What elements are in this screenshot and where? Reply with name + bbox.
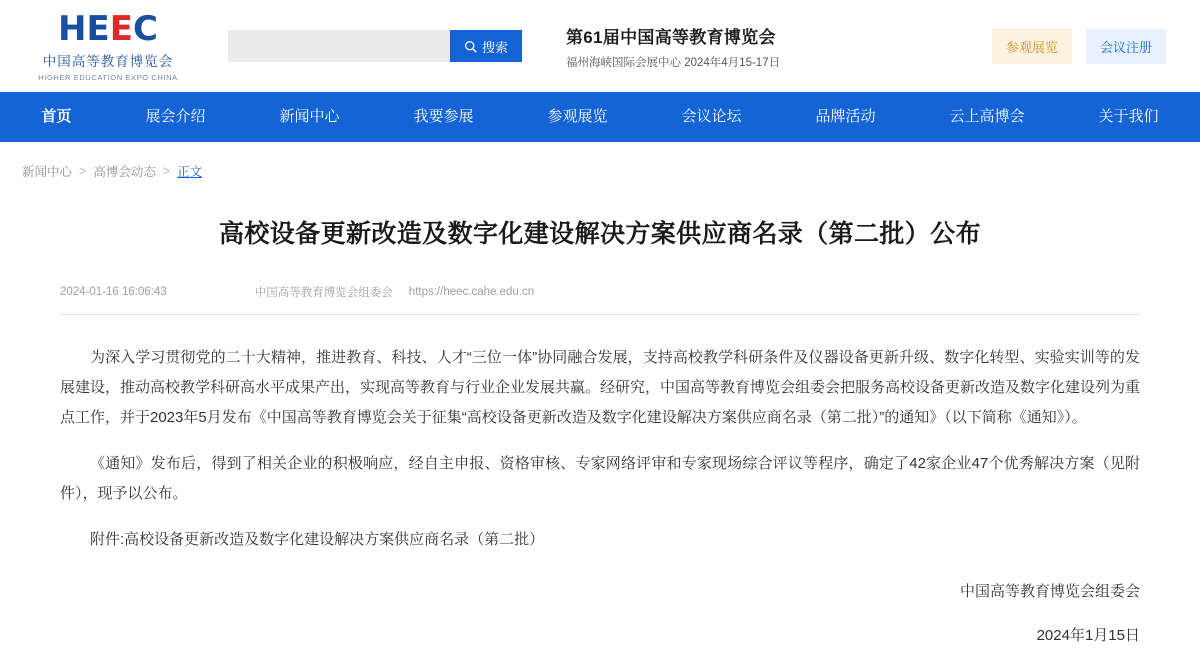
breadcrumb-item-current[interactable]: 正文 bbox=[177, 165, 203, 179]
breadcrumb-separator-1: > bbox=[79, 164, 87, 178]
search-bar bbox=[228, 30, 522, 62]
article-body bbox=[60, 343, 1140, 509]
search-icon bbox=[464, 40, 477, 53]
search-button[interactable] bbox=[450, 30, 522, 62]
main-nav bbox=[0, 92, 1200, 142]
breadcrumb-item-news-center[interactable]: 新闻中心 bbox=[22, 165, 73, 179]
article-signature: 中国高等教育博览会组委会 bbox=[959, 583, 1140, 600]
article-attachment[interactable]: 附件:高校设备更新改造及数字化建设解决方案供应商名录（第二批） bbox=[90, 531, 545, 548]
article-meta bbox=[60, 284, 1140, 315]
breadcrumb bbox=[0, 142, 1200, 180]
article-url: https://heec.cahe.edu.cn bbox=[408, 286, 535, 298]
article-signature-date: 2024年1月15日 bbox=[1036, 627, 1140, 644]
article-paragraph-1: 为深入学习贯彻党的二十大精神，推进教育、科技、人才“三位一体”协同融合发展，支持高校教学科研条件及仪器设备更新升级、数字化转型、实验实训等的发展建设，推动高校教学科研高水平成果产出，实现高等教育与行业企业发展共赢。经研究，中国高等教育博览会组委会把服务高校设备更新改造及数字化建设列为重点工作，并于2023年5月发布《中国高等教育博览会关于征集“高校设备更新改造及数字化建设解决方案供应商名录（第二批）”的通知》（以下简称《通知》）。 bbox=[60, 349, 1141, 426]
nav-item-visit[interactable]: 参观展览 bbox=[547, 108, 608, 125]
nav-item-about-us[interactable]: 关于我们 bbox=[1098, 108, 1159, 125]
search-input[interactable] bbox=[228, 30, 450, 62]
logo-letters bbox=[58, 9, 158, 49]
nav-item-forum[interactable]: 会议论坛 bbox=[681, 108, 742, 125]
expo-title: 第61届中国高等教育博览会 bbox=[566, 27, 776, 47]
nav-item-home[interactable]: 首页 bbox=[41, 108, 72, 125]
search-button-label: 搜索 bbox=[481, 39, 508, 55]
article-datetime: 2024-01-16 16:06:43 bbox=[60, 286, 167, 298]
expo-subtitle: 福州海峡国际会展中心 2024年4月15-17日 bbox=[566, 56, 781, 69]
nav-item-brand-activity[interactable]: 品牌活动 bbox=[815, 108, 876, 125]
header-actions bbox=[992, 29, 1178, 64]
visit-exhibition-button[interactable]: 参观展览 bbox=[992, 29, 1072, 64]
logo-letter-e1: E bbox=[86, 9, 110, 49]
article-signature-block bbox=[60, 577, 1140, 651]
logo-letter-e2: E bbox=[109, 9, 133, 49]
page-title: 高校设备更新改造及数字化建设解决方案供应商名录（第二批）公布 bbox=[218, 220, 981, 248]
site-header bbox=[0, 0, 1200, 92]
breadcrumb-separator-2: > bbox=[162, 164, 171, 178]
logo-letter-h: H bbox=[58, 9, 87, 49]
nav-item-expo-intro[interactable]: 展会介绍 bbox=[145, 108, 206, 125]
logo-letter-c: C bbox=[132, 9, 158, 49]
breadcrumb-item-expo-news[interactable]: 高博会动态 bbox=[93, 165, 156, 179]
logo-english-name: HIGHER EDUCATION EXPO CHINA bbox=[38, 73, 178, 82]
article-source: 中国高等教育博览会组委会 bbox=[254, 287, 393, 299]
logo-chinese-name: 中国高等教育博览会 bbox=[42, 54, 174, 69]
article-paragraph-2: 《通知》发布后，得到了相关企业的积极响应，经自主申报、资格审核、专家网络评审和专家现场综合评议等程序，确定了42家企业47个优秀解决方案（见附件），现予以公布。 bbox=[60, 455, 1140, 502]
article-container bbox=[0, 214, 1200, 651]
nav-item-cloud-expo[interactable]: 云上高博会 bbox=[949, 108, 1025, 125]
expo-title-block bbox=[566, 23, 780, 70]
nav-item-exhibit[interactable]: 我要参展 bbox=[413, 108, 474, 125]
site-logo[interactable] bbox=[28, 10, 188, 82]
conference-registration-button[interactable]: 会议注册 bbox=[1086, 29, 1166, 64]
nav-item-news-center[interactable]: 新闻中心 bbox=[279, 108, 340, 125]
